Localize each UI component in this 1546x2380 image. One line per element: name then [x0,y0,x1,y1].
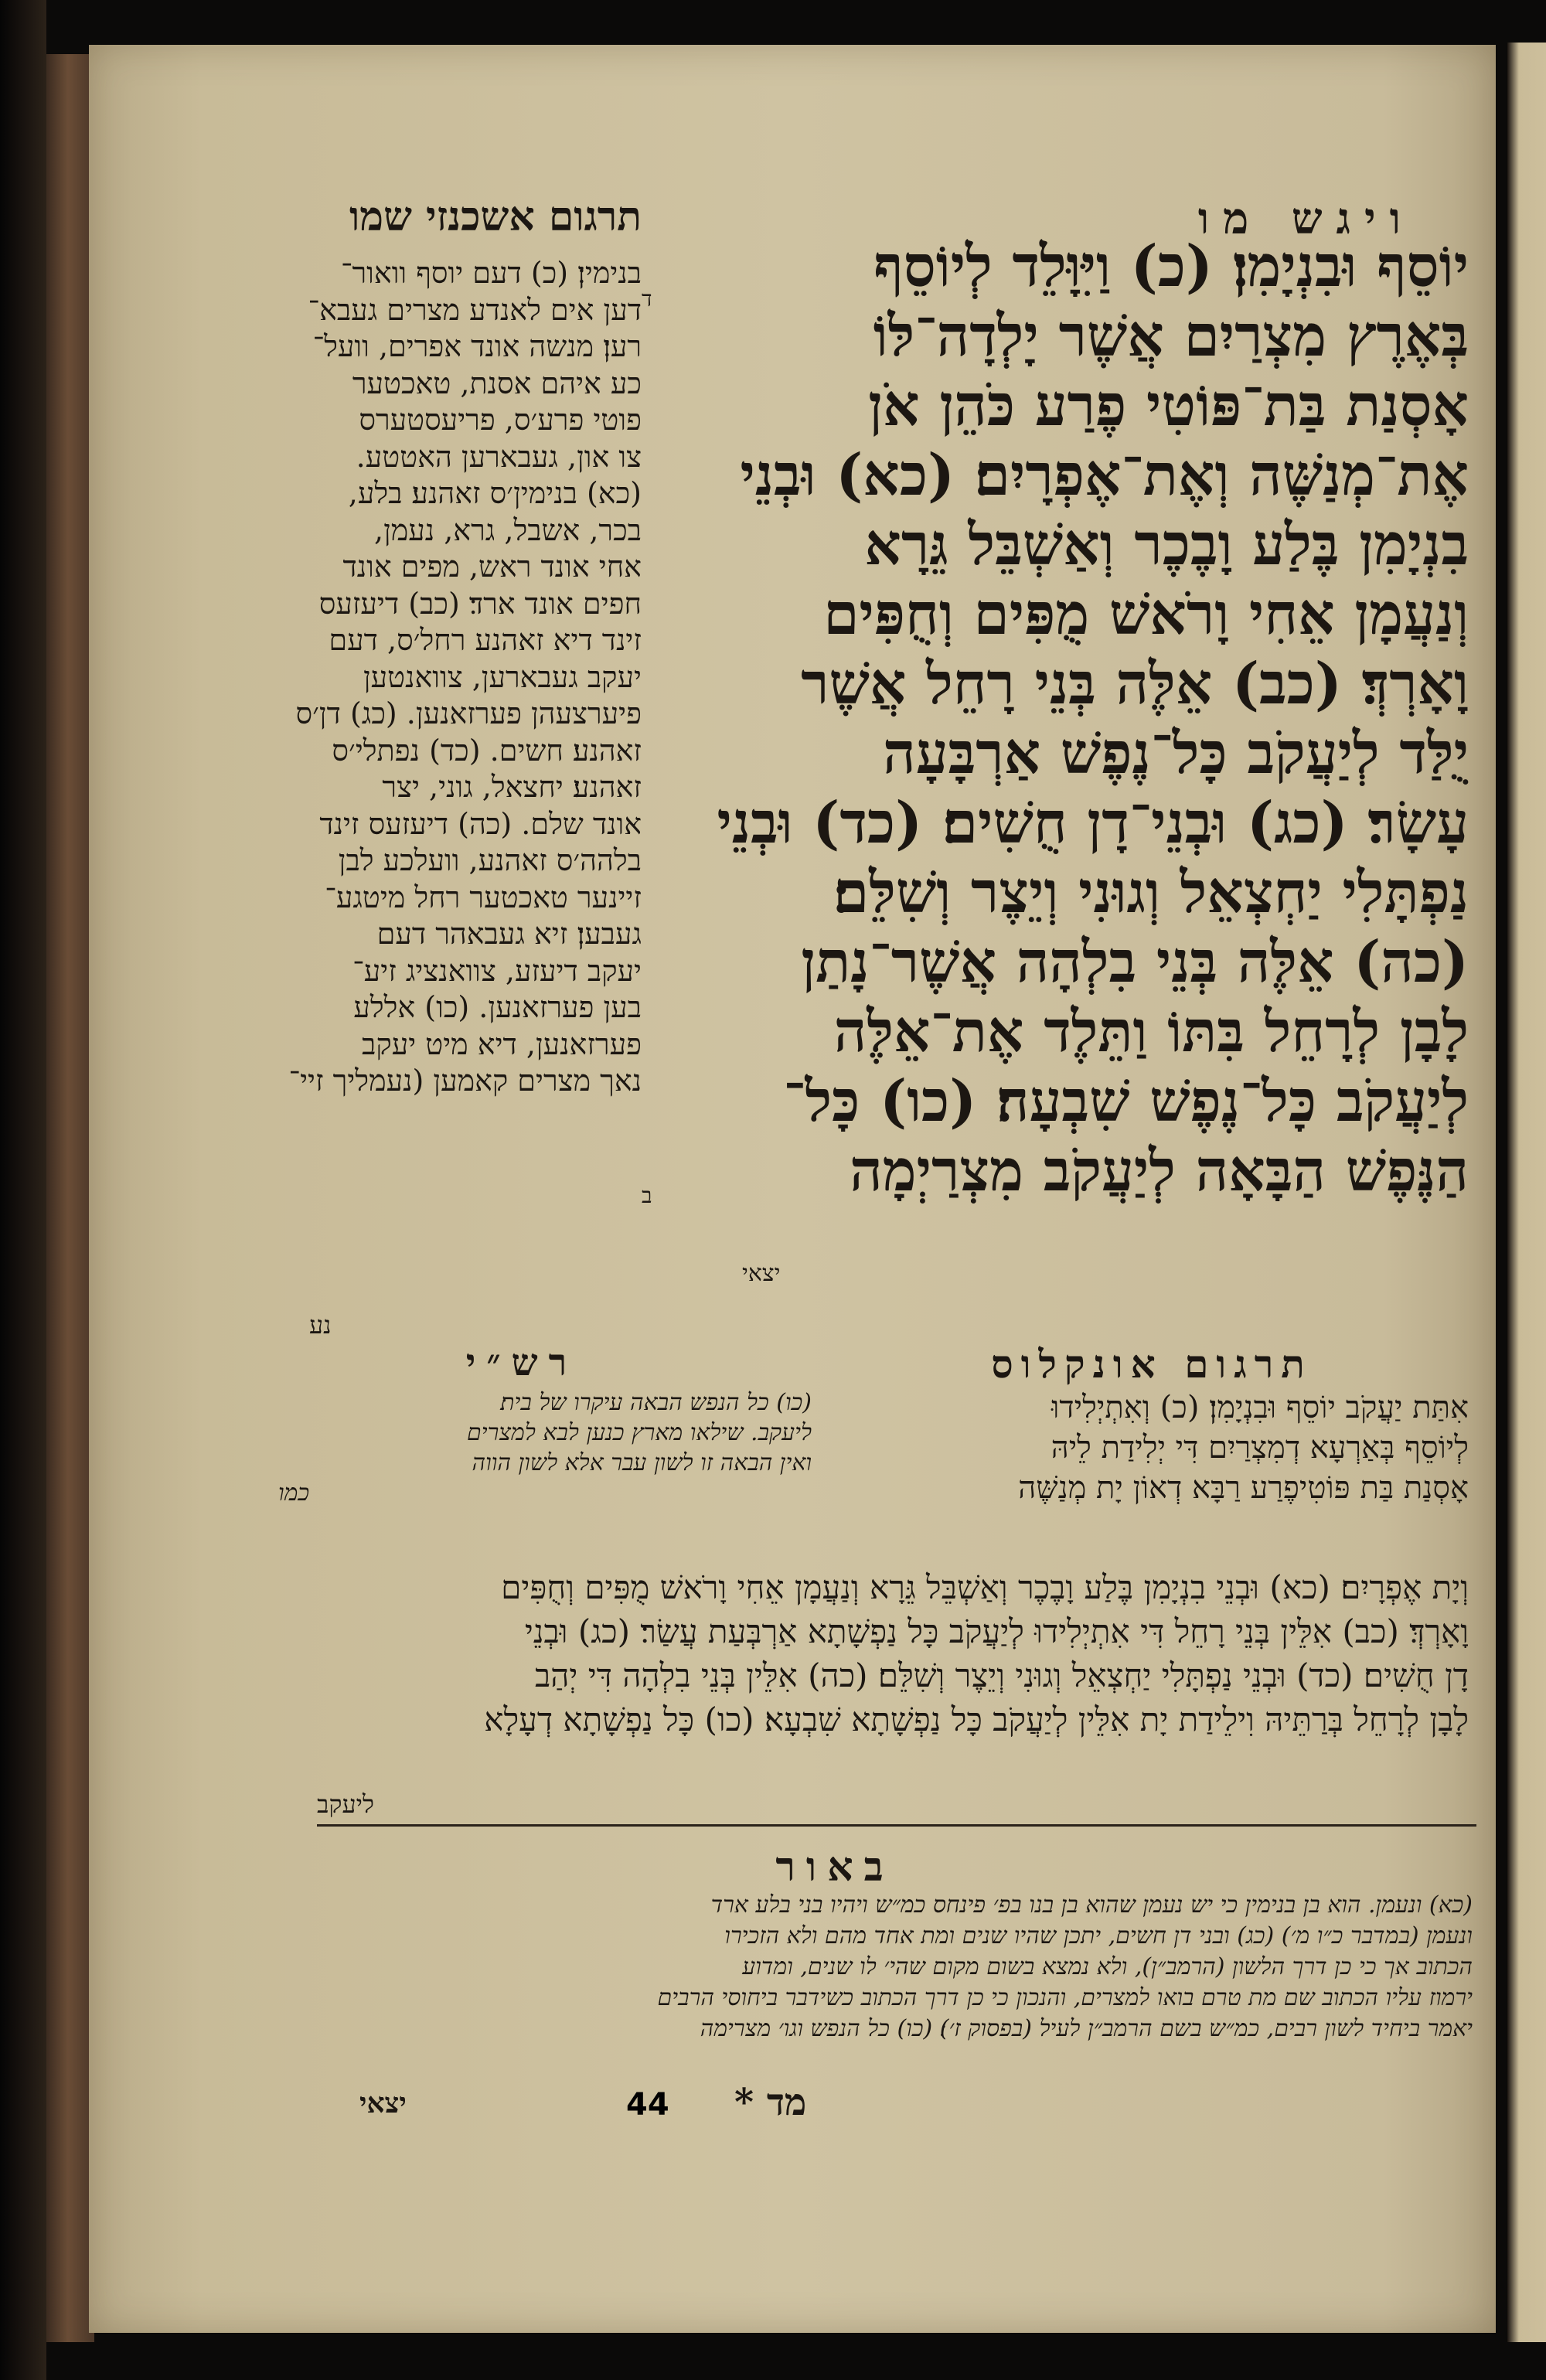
side-line: יעקב דיעזע, צוואנציג זיע־ [352,953,642,988]
main-line: בְּאֶרֶץ מִצְרַיִם אֲשֶׁר יָלְדָה־לּוֹ [873,303,1469,369]
rashi-line: (כו) כל הנפש הבאה עיקרו של בית׃ [500,1389,812,1416]
side-line: נאך מצרים קאמען (נעמליך זיי־ [288,1064,642,1098]
onkelos-header: תרגום אונקלוס [991,1341,1313,1387]
main-line: אֶת־מְנַשֶּׁה וְאֶת־אֶפְרָיִם׃ (כא) וּבְנֵי [740,442,1469,509]
onkelos-line: וְיָת אֶפְרָיִם׃ (כא) וּבְנֵי בִנְיָמִן בֶּלַע וָבֶכֶר וְאַשְׁבֵּל גֵּרָא וְנַעֲמָן אֵחִי וָרֹאשׁ מֻפִּים וְחֻפִּים [501,1568,1469,1606]
main-line: לְיַעֲקֹב כָּל־נֶפֶשׁ שִׁבְעָה׃ (כו) כָּל־ [783,1068,1469,1135]
onkelos-line: אִתַּת יַעֲקֹב יוֹסֵף וּבִנְיָמִן׃ (כ) וְאִתְיְלִידוּ [1051,1390,1469,1425]
main-hebrew-text [665,232,1469,1206]
biur-header: באור [775,1844,894,1891]
biur-line: (כא) ונעמן. הוא בן בנימין כי יש נעמן שהוא בן בנו בפ׳ פינחס כמ״ש ויהיו בני בלע ארד [710,1891,1473,1919]
page-edges [46,54,94,2342]
rashi-line: ליעקב. שילאו מארץ כנען לבא למצרים [467,1419,812,1446]
rashi-line: כמו [278,1479,310,1507]
main-line: יוֹסֵף וּבִנְיָמִן׃ (כ) וַיִּוָּלֵד לְיוֹסֵף [873,233,1469,300]
side-line: זינד דיא זאהנע רחל׳ס, דעם [329,623,642,657]
section-divider [317,1824,1476,1827]
side-line: (כא) בנימין׳ס זאהנע׃ בלע, [348,476,642,510]
side-line: אונד שלם. (כה) דיעזעס זינד [319,806,642,841]
side-line: פערזאנען, דיא מיט יעקב [362,1027,642,1061]
main-line: לָבָן לְרָחֵל בִּתּוֹ וַתֵּלֶד אֶת־אֵלֶּה [833,999,1469,1065]
side-line: געבען׃ זיא געבאהר דעם [376,917,642,951]
main-line: עָשָׂר׃ (כג) וּבְנֵי־דָן חֻשִׁים׃ (כד) וּבְנֵי [717,790,1469,856]
signature-mark: מד * [734,2081,807,2124]
side-line: בען פערזאנען. (כו) אללע [353,990,642,1024]
side-translation-text [267,255,642,1100]
side-line: חפים אונד ארד׃ (כב) דיעזעס [318,586,642,621]
side-line: דען אים לאנדע מצרים געבא־ [308,292,642,327]
page-footer [294,2081,1391,2126]
onkelos-line: דָן חֻשִׁים׃ (כד) וּבְנֵי נַפְתָּלִי יַחְצְאֵל וְגוּנִי וְיֵצֶר וְשִׁלֵּם׃ (כה) אִלֵּין בְּנֵי בִלְהָה דִּי יְהַב [535,1656,1469,1694]
side-line: פיערצעהן פערזאנען. (כג) דן׳ס [295,696,642,730]
running-head: ויגש מו [1197,193,1415,244]
side-line: זאהנע׃ יחצאל, גוני, יצר [382,770,642,804]
page-number: 44 [626,2087,669,2123]
side-line: כע איהם אסנת, טאכטער [352,366,642,400]
main-line: אָסְנַת בַּת־פּוֹטִי פֶרַע כֹּהֵן אֹן [868,373,1469,439]
side-column-header: תרגום אשכנזי שמו [349,193,642,240]
main-catchword: יצאי [742,1260,781,1287]
side-line: זיינער טאכטער רחל מיטגע־ [325,880,642,914]
onkelos-text-full-width [271,1565,1469,1742]
rashi-line: ואין הבאה זו לשון עבר אלא לשון הווה [472,1449,812,1476]
main-line: וָאָרְדְּ׃ (כב) אֵלֶּה בְּנֵי רָחֵל אֲשֶׁר [801,651,1469,717]
facing-page-edge [1507,43,1546,2342]
biur-line: הכתוב אך כי כן דרך הלשון (הרמב״ן), ולא נמצא בשום מקום שהי׳ לו שנים, ומדוע [742,1953,1473,1980]
onkelos-text [819,1387,1469,1508]
main-line: יֻלַּד לְיַעֲקֹב כָּל־נֶפֶשׁ אַרְבָּעָה [883,720,1469,787]
side-line: אחי אונד ראש, מפים אונד [342,550,642,584]
main-line: וְנַעֲמָן אֵחִי וָרֹאשׁ מֻפִּים וְחֻפִּים [823,581,1469,648]
main-line: נַפְתָּלִי יַחְצְאֵל וְגוּנִי וְיֵצֶר וְשִׁלֵּם׃ [833,860,1469,926]
footer-catchword: יצאי [359,2087,407,2120]
onkelos-line: לָבָן לְרָחֵל בְּרַתֵּיהּ וִילֵידַת יָת אִלֵּין לְיַעֲקֹב כָּל נַפְשָׁתָא שִׁבְעָא׃ (כו) כָּל נַפְשָׁתָא דְעָלָא [484,1701,1469,1738]
side-catchword: נע [309,1310,332,1340]
onkelos-line: לְיוֹסֵף בְּאַרְעָא דְמִצְרַיִם דִּי יְלִידַת לֵיהּ [1051,1430,1469,1466]
main-line: בִנְיָמִן בֶּלַע וָבֶכֶר וְאַשְׁבֵּל גֵּרָא [864,512,1469,578]
side-line: זאהנע׃ חשים. (כד) נפתלי׳ס [332,733,642,768]
biur-line: יאמר ביחיד לשון רבים, כמ״ש בשם הרמב״ן לעיל (בפסוק ז׳)׃ (כו) כל הנפש וגו׳ מצרימה [700,2015,1473,2042]
onkelos-catchword: ליעקב [317,1789,375,1819]
margin-note: ב [642,1183,652,1208]
rashi-commentary [278,1387,812,1508]
side-line: צו און, געבארען האטטע. [356,439,642,474]
side-line: בכר, אשבל, גרא, נעמן, [374,512,642,547]
side-line: בנימין׃ (כ) דעם יוסף וואור־ [340,256,642,290]
main-line: הַנֶּפֶשׁ הַבָּאָה לְיַעֲקֹב מִצְרַיְמָה [850,1138,1469,1204]
side-line: יעקב געבארען, צוואנטען [363,659,642,694]
onkelos-line: וָאָרְדְּ׃ (כב) אִלֵּין בְּנֵי רָחֵל דִּי אִתְיְלִידוּ לְיַעֲקֹב כָּל נַפְשָׁתָא אַרְבְּעַת עֲשַׂר׃ (כג) וּבְנֵי [524,1612,1469,1650]
book-spine [0,0,46,2380]
rashi-header: רש״י [465,1341,578,1384]
main-line: (כה) אֵלֶּה בְּנֵי בִלְהָה אֲשֶׁר־נָתַן [801,929,1469,996]
biur-commentary [271,1890,1473,2045]
biur-line: ירמוז עליו הכתוב שם מת טרם בואו למצרים, והנכון כי כן דרך הכתוב כשידבר ביחוסי הרבים [657,1984,1473,2011]
margin-note: ד [642,286,652,312]
side-line: בלהה׳ס זאהנע, וועלכע לבן [338,843,642,877]
biur-line: ונעמן (במדבר כ״ו מ׳) (כג) ובני דן חשים, יתכן שהיו שנים ומת אחד מהם ולא הזכירו [724,1922,1473,1949]
side-line: רען׃ מנשה אונד אפרים, וועל־ [312,329,642,363]
side-line: פוטי פרע׳ס, פריעסטערס [359,403,642,437]
onkelos-line: אָסְנַת בַּת פּוֹטִיפֶרַע רַבָּא דְאוֹן יָת מְנַשֶּׁה [1018,1470,1469,1506]
